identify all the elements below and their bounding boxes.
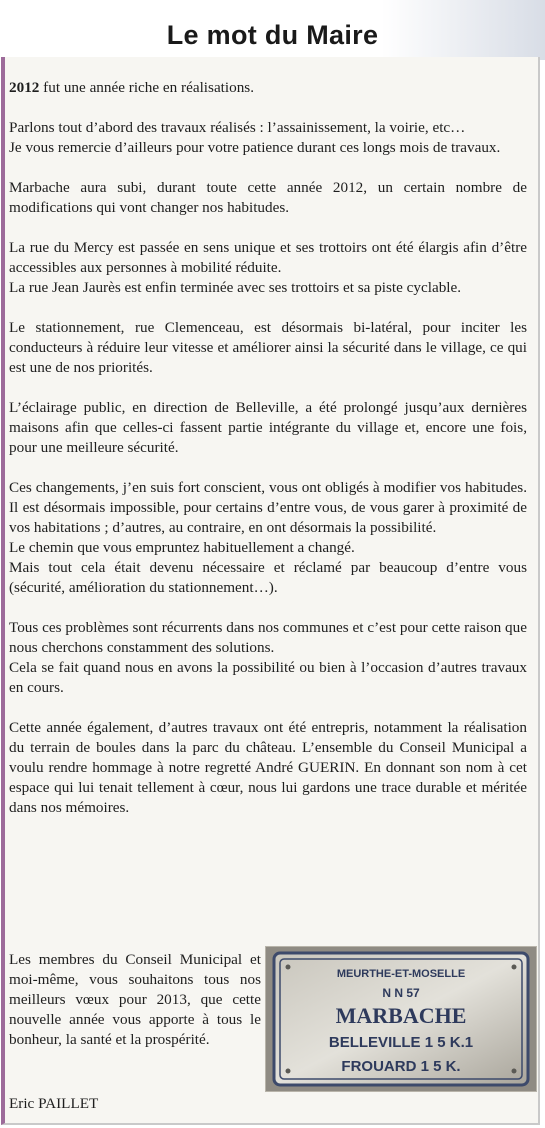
intro-year: 2012: [9, 79, 40, 96]
body-paragraph: [9, 718, 527, 818]
paragraph-line: La rue Jean Jaurès est enfin terminée avec ses trottoirs et sa piste cyclable.: [9, 279, 462, 296]
paragraph-line: Mais tout cela était devenu nécessaire et réclamé par beaucoup d’entre vous (sécurité, amélioration du stationnement…).: [9, 559, 527, 596]
road-sign-photo: [265, 946, 537, 1092]
sign-line-2: N N 57: [382, 986, 420, 1000]
body-paragraph: [9, 118, 527, 158]
paragraph-line: Cela se fait quand nous en avons la possibilité ou bien à l’occasion d’autres travaux en cours.: [9, 659, 527, 696]
intro-text: fut une année riche en réalisations.: [39, 79, 255, 96]
article-body: [9, 78, 527, 818]
closing-wishes: Les membres du Conseil Municipal et moi-même, vous souhaitons tous nos meilleurs vœux pour 2013, que cette nouvelle année vous apporte à tous le bonheur, la santé et la prospérité.: [9, 951, 261, 1048]
paragraph-list: [9, 118, 527, 818]
paragraph-line: Le stationnement, rue Clemenceau, est désormais bi-latéral, pour inciter les conducteurs à réduire leur vitesse et améliorer ainsi la sécurité dans le village, ce qui est une de nos priorités.: [9, 319, 527, 376]
paragraph-line: L’éclairage public, en direction de Belleville, a été prolongé jusqu’aux dernières maisons afin que celles-ci fassent partie intégrante du village et, encore une fois, pour une meilleure sécurité.: [9, 399, 527, 456]
paragraph-line: Le chemin que vous empruntez habituellement a changé.: [9, 539, 355, 556]
paragraph-line: La rue du Mercy est passée en sens unique et ses trottoirs ont été élargis afin d’être accessibles aux personnes à mobilité réduite.: [9, 239, 527, 276]
sign-line-5: FROUARD 1 5 K.: [341, 1058, 461, 1075]
paragraph-line: Marbache aura subi, durant toute cette année 2012, un certain nombre de modifications qui vont changer nos habitudes.: [9, 179, 527, 216]
sign-line-4: BELLEVILLE 1 5 K.1: [328, 1034, 474, 1051]
paragraph-line: Parlons tout d’abord des travaux réalisés : l’assainissement, la voirie, etc…: [9, 119, 466, 136]
signature: Eric PAILLET: [9, 1095, 99, 1112]
sign-line-3: MARBACHE: [335, 1003, 467, 1028]
paragraph-line: Je vous remercie d’ailleurs pour votre patience durant ces longs mois de travaux.: [9, 139, 501, 156]
body-paragraph: [9, 238, 527, 298]
paragraph-line: Tous ces problèmes sont récurrents dans nos communes et c’est pour cette raison que nous cherchons constamment des solutions.: [9, 619, 527, 656]
paragraph-line: Ces changements, j’en suis fort conscient, vous ont obligés à modifier vos habitudes. Il est désormais impossible, pour certains d’entre vous, de vous garer à proximité de vos habitations ; d’autres, au contraire, en ont désormais la possibilité.: [9, 479, 527, 536]
page-title: Le mot du Maire: [166, 20, 379, 50]
body-paragraph: [9, 478, 527, 598]
body-paragraph: [9, 618, 527, 698]
body-paragraph: [9, 178, 527, 218]
road-sign-image: [266, 947, 536, 1091]
body-paragraph: [9, 398, 527, 458]
body-paragraph: [9, 318, 527, 378]
sign-line-1: MEURTHE-ET-MOSELLE: [336, 968, 466, 980]
paragraph-line: Cette année également, d’autres travaux ont été entrepris, notamment la réalisation du terrain de boules dans la parc du château. L’ensemble du Conseil Municipal a voulu rendre hommage à notre regretté André GUERIN. En donnant son nom à cet espace qui lui tenait tellement à cœur, nous lui gardons une trace durable et méritée dans nos mémoires.: [9, 719, 527, 816]
intro-paragraph: [9, 78, 527, 98]
